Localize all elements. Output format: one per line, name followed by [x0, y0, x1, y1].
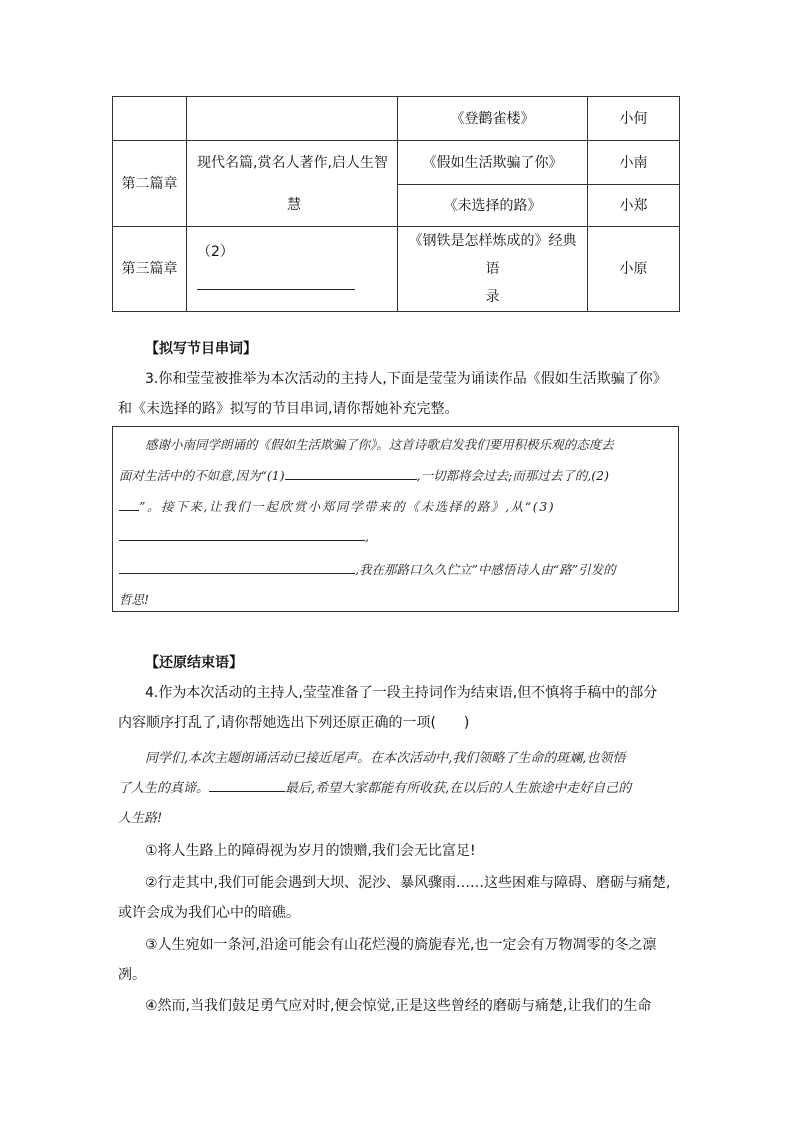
script-text: ”。接下来,让我们一起欣赏小郑同学带来的《未选择的路》,从“(3): [139, 499, 556, 514]
work-cell: 《假如生活欺骗了你》: [398, 141, 588, 185]
question-text: [118, 708, 469, 738]
answer-blank[interactable]: [197, 289, 355, 290]
section-heading: 【还原结束语】: [145, 655, 243, 671]
passage-text: 最后,希望大家都能有所收获,在以后的人生旅途中走好自己的: [285, 781, 632, 796]
question-text: 和《未选择的路》拟写的节目串词,请你帮她补充完整。: [118, 401, 459, 417]
script-line: 哲思!: [119, 592, 150, 607]
passage-text: 了人生的真谛。: [118, 781, 210, 796]
script-line: 感谢小南同学朗诵的《假如生活欺骗了你》。这首诗歌启发我们要用积极乐观的态度去: [145, 437, 614, 452]
table-row: [113, 141, 680, 185]
program-table: [112, 96, 680, 312]
answer-blank-3[interactable]: [119, 540, 365, 541]
script-text: 面对生活中的不如意,因为“(1): [119, 468, 285, 483]
theme-cell: [187, 227, 398, 312]
script-text: ,: [365, 529, 369, 544]
option-2-cont: 或许会成为我们心中的暗礁。: [118, 905, 300, 921]
script-line: [119, 529, 369, 544]
work-line: 《钢铁是怎样炼成的》经典语: [408, 233, 577, 277]
question-text: 4.作为本次活动的主持人,莹莹准备了一段主持词作为结束语,但不慎将手稿中的部分: [145, 685, 658, 701]
theme-line: 现代名篇,赏名人著作,启人生智: [197, 154, 388, 171]
section-heading: 【拟写节目串词】: [145, 341, 257, 357]
reader-cell: 小郑: [588, 185, 680, 227]
script-line: [119, 497, 555, 515]
option-1: ①将人生路上的障碍视为岁月的馈赠,我们会无比富足!: [145, 843, 476, 859]
answer-blank[interactable]: [209, 791, 285, 792]
script-box: [112, 426, 679, 612]
question-text: 3.你和莹莹被推举为本次活动的主持人,下面是莹莹为诵读作品《假如生活欺骗了你》: [145, 371, 667, 387]
answer-blank-1[interactable]: [285, 479, 417, 480]
theme-cell: [187, 97, 398, 141]
theme-cell: [187, 141, 398, 227]
chapter-cell: 第三篇章: [113, 227, 187, 312]
option-3-cont: 冽。: [118, 967, 146, 983]
answer-blank-4[interactable]: [119, 573, 355, 574]
passage-line: 人生路!: [118, 811, 163, 826]
chapter-cell: [113, 97, 187, 141]
option-3: ③人生宛如一条河,沿途可能会有山花烂漫的旖旎春光,也一定会有万物凋零的冬之凛: [145, 937, 657, 953]
table-row: [113, 97, 680, 141]
passage-line: 同学们,本次主题朗诵活动已接近尾声。在本次活动中,我们领略了生命的斑斓,也领悟: [145, 751, 626, 766]
reader-cell: 小南: [588, 141, 680, 185]
question-text-line: 内容顺序打乱了,请你帮她选出下列还原正确的一项( ): [118, 715, 470, 731]
passage-line: [118, 777, 631, 796]
reader-cell: 小何: [588, 97, 680, 141]
table-row: [113, 227, 680, 312]
work-cell: [398, 227, 588, 312]
theme-line: 慧: [287, 196, 301, 213]
work-cell: 《未选择的路》: [398, 185, 588, 227]
option-4: ④然而,当我们鼓足勇气应对时,便会惊觉,正是这些曾经的磨砺与痛楚,让我们的生命: [145, 998, 652, 1014]
answer-blank-2[interactable]: [119, 510, 139, 511]
theme-label: （2）: [197, 244, 234, 260]
script-line: [119, 560, 616, 578]
reader-cell: 小原: [588, 227, 680, 312]
work-cell: 《登鹳雀楼》: [398, 97, 588, 141]
option-2: ②行走其中,我们可能会遇到大坝、泥沙、暴风骤雨……这些困难与障碍、磨砺与痛楚,: [145, 875, 671, 891]
work-line: 录: [485, 289, 500, 305]
script-text: ,一切都将会过去;而那过去了的,(2): [416, 468, 609, 483]
script-text: ,我在那路口久久伫立”中感悟诗人由“路”引发的: [355, 562, 616, 577]
script-line: [119, 466, 609, 484]
chapter-cell: 第二篇章: [113, 141, 187, 227]
